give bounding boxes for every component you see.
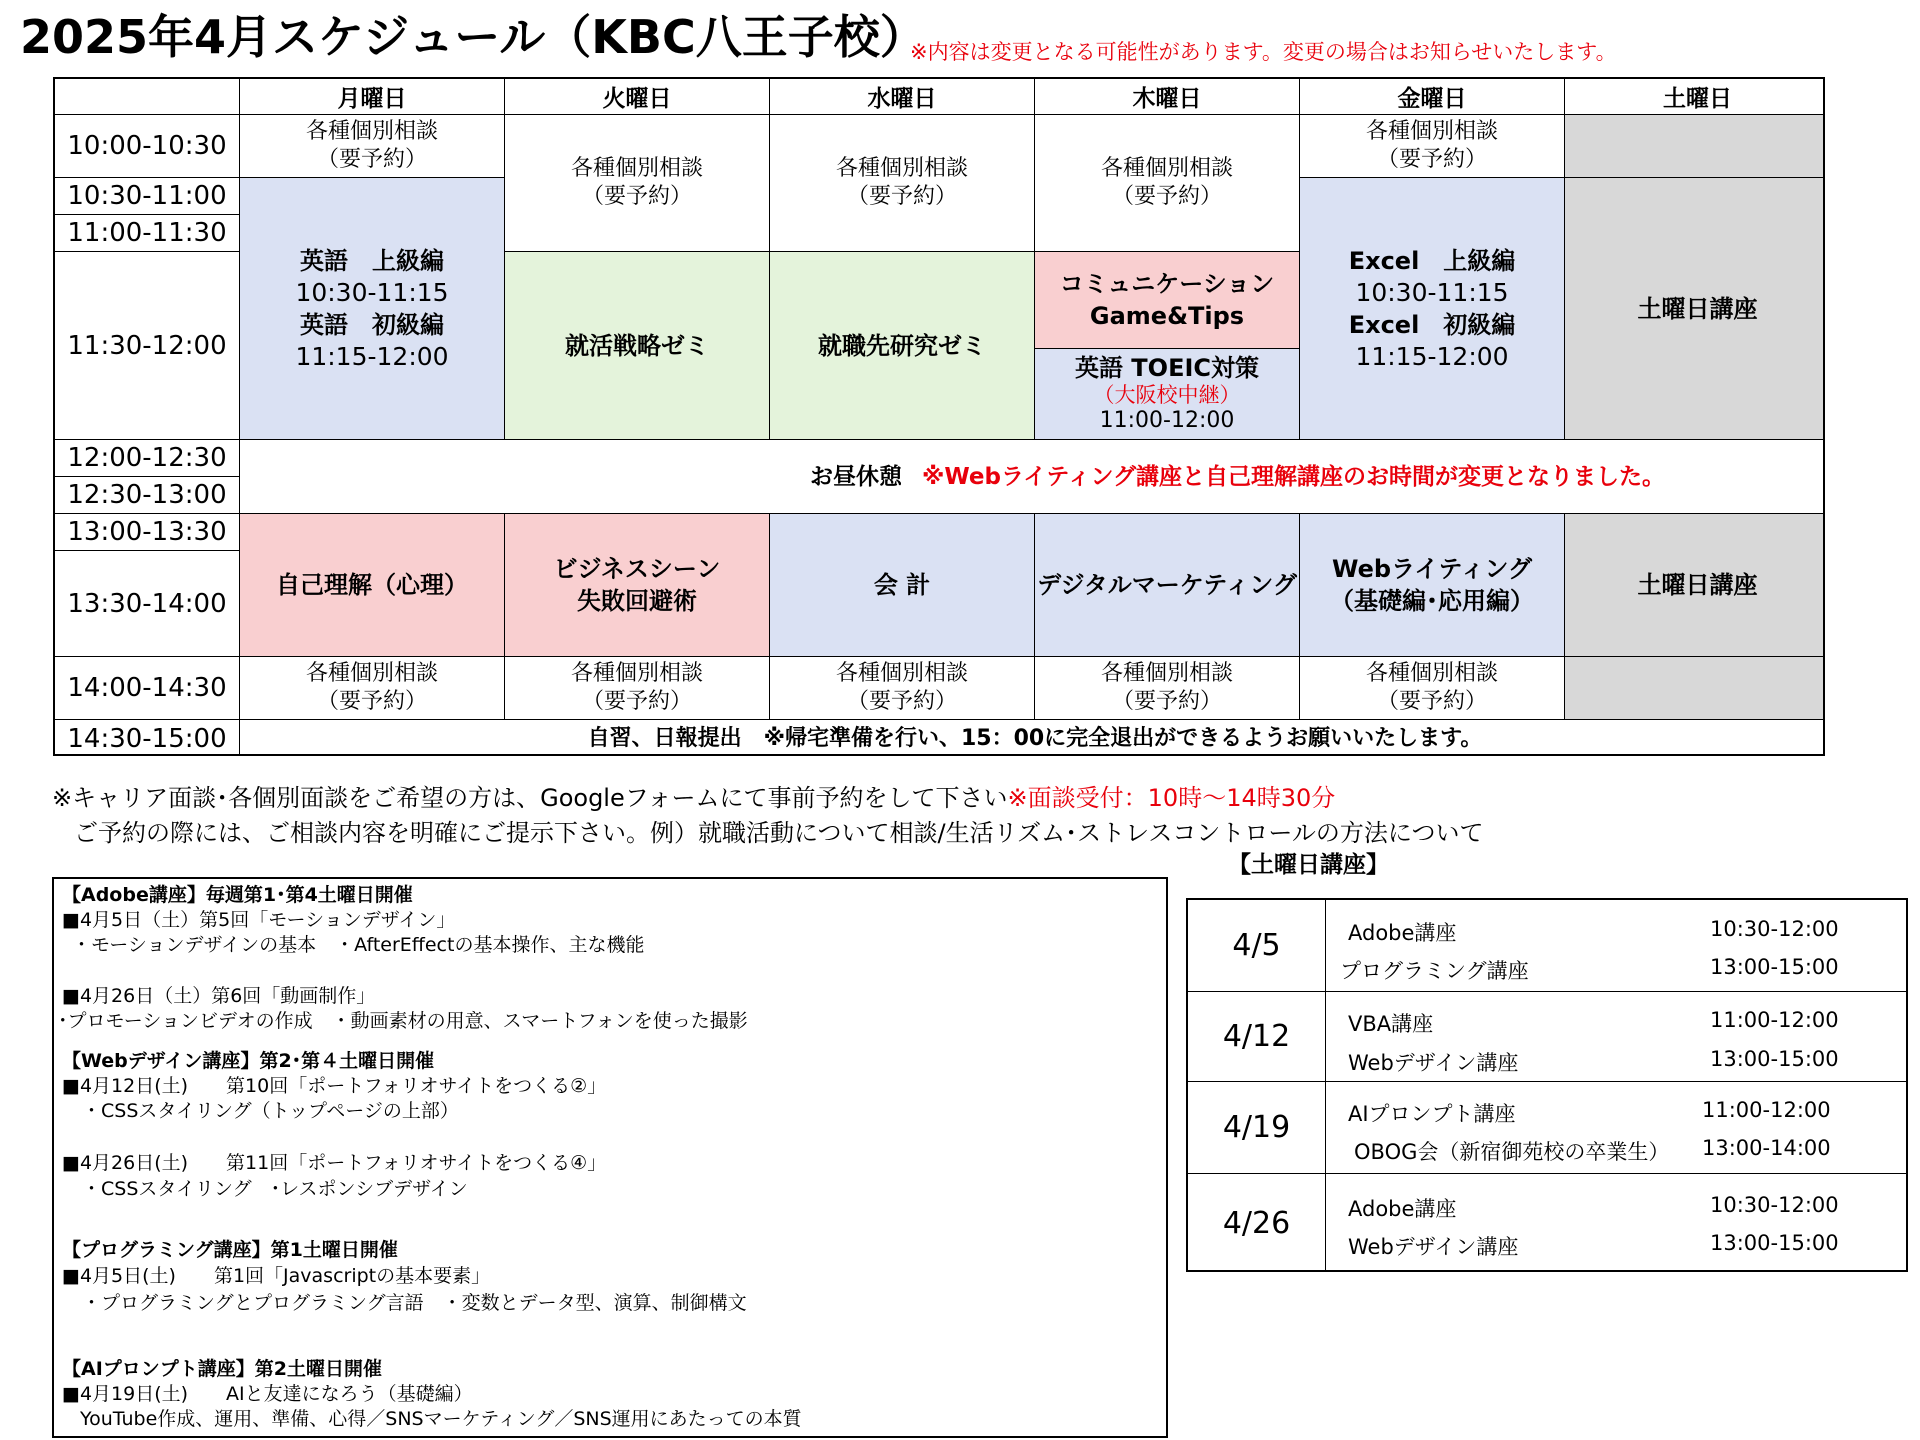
reservation-note-text: ※キャリア面談･各個別面談をご希望の方は、Googleフォームにて事前予約をして下さい: [52, 784, 1008, 812]
saturday-course-time: 10:30-12:00: [1710, 917, 1839, 941]
consult-reservation: （要予約）: [1376, 147, 1487, 172]
saturday-course-name: Webデザイン講座: [1348, 1235, 1519, 1259]
time-slot: 13:00-13:30: [55, 514, 240, 551]
consult-reservation: （要予約）: [581, 184, 692, 209]
consult-reservation: （要予約）: [846, 689, 957, 714]
course-heading: 【Adobe講座】毎週第1･第4土曜日開催: [62, 884, 413, 906]
saturday-course-time: 11:00-12:00: [1710, 1008, 1839, 1032]
course-heading: 【AIプロンプト講座】第2土曜日開催: [62, 1358, 382, 1380]
self-understanding-label: 自己理解（心理）: [276, 571, 468, 599]
time-slot: 10:30-11:00: [55, 178, 240, 215]
time-slot: 11:30-12:00: [55, 252, 240, 440]
mon-english-cell: [240, 178, 505, 440]
course-line: ■4月26日（土）第6回「動画制作」: [62, 985, 376, 1007]
consult-reservation: （要予約）: [316, 147, 427, 172]
self-study-label: 自習、日報提出 ※帰宅準備を行い、15：00に完全退出ができるようお願いいたします。: [587, 726, 1483, 751]
reception-hours: ※面談受付：10時～14時30分: [1007, 784, 1336, 812]
sat-lecture-cell: [1565, 178, 1825, 440]
consult-reservation: （要予約）: [1111, 689, 1222, 714]
mon-self-understanding-cell: [240, 514, 505, 657]
consult-cell: [770, 115, 1035, 252]
game-tips-label: Game&Tips: [1089, 302, 1245, 330]
saturday-table: [1186, 898, 1908, 1272]
saturday-course-time: 10:30-12:00: [1710, 1193, 1839, 1217]
consult-label: 各種個別相談: [305, 661, 438, 686]
fri-web-writing-cell: [1300, 514, 1565, 657]
time-slot: 14:30-15:00: [55, 720, 240, 756]
course-line: ・CSSスタイリング ･レスポンシブデザイン: [82, 1178, 468, 1200]
consult-label: 各種個別相談: [835, 661, 968, 686]
saturday-row: [1188, 992, 1906, 1082]
consult-cell: [1300, 115, 1565, 178]
course-line: ・モーションデザインの基本 ・AfterEffectの基本操作、主な機能: [72, 934, 645, 956]
time-slot: 14:00-14:30: [55, 657, 240, 720]
saturday-date: 4/5: [1188, 900, 1326, 991]
saturday-course-name: VBA講座: [1348, 1012, 1434, 1036]
company-research-label: 就職先研究ゼミ: [818, 331, 986, 360]
day-header-wed: 水曜日: [770, 79, 1035, 115]
thu-communication-cell: [1035, 252, 1300, 349]
course-line: ■4月12日(土) 第10回「ポートフォリオサイトをつくる②」: [62, 1075, 607, 1097]
failure-avoidance-label: 失敗回避術: [577, 587, 697, 615]
excel-advanced-label: Excel 上級編: [1348, 246, 1516, 275]
course-heading: 【Webデザイン講座】第2･第４土曜日開催: [62, 1050, 435, 1072]
consult-label: 各種個別相談: [1100, 156, 1233, 181]
self-study-row: [240, 720, 1825, 756]
consult-cell: [505, 657, 770, 720]
day-header-mon: 月曜日: [240, 79, 505, 115]
consult-label: 各種個別相談: [835, 156, 968, 181]
course-line: ・プログラミングとプログラミング言語 ・変数とデータ型、演算、制御構文: [82, 1292, 747, 1314]
osaka-relay-label: （大阪校中継）: [1093, 383, 1241, 407]
time-slot: 11:00-11:30: [55, 215, 240, 252]
sat-lecture-label: 土曜日講座: [1637, 571, 1758, 599]
web-writing-level-label: （基礎編･応用編）: [1330, 587, 1534, 615]
saturday-course-time: 13:00-14:00: [1702, 1136, 1831, 1160]
day-header-tue: 火曜日: [505, 79, 770, 115]
excel-beginner-time: 11:15-12:00: [1355, 341, 1509, 371]
day-header-sat: 土曜日: [1565, 79, 1825, 115]
accounting-label: 会 計: [873, 571, 931, 599]
consult-label: 各種個別相談: [1365, 119, 1498, 144]
saturday-lecture-title: 【土曜日講座】: [1228, 852, 1389, 878]
course-heading: 【プログラミング講座】第1土曜日開催: [62, 1239, 398, 1261]
schedule-table: [53, 77, 1825, 756]
lunch-change-note: ※Webライティング講座と自己理解講座のお時間が変更となりました。: [922, 463, 1665, 490]
course-details-box: [52, 877, 1168, 1438]
page-title: 2025年4月スケジュール（KBC八王子校）: [20, 10, 926, 64]
saturday-row: [1188, 1082, 1906, 1174]
tue-job-strategy-cell: [505, 252, 770, 440]
consult-reservation: （要予約）: [316, 689, 427, 714]
tue-business-scene-cell: [505, 514, 770, 657]
excel-beginner-label: Excel 初級編: [1348, 310, 1516, 339]
job-strategy-label: 就活戦略ゼミ: [565, 331, 709, 360]
consult-cell: [240, 657, 505, 720]
saturday-course-name: Adobe講座: [1348, 921, 1457, 945]
saturday-course-time: 11:00-12:00: [1702, 1098, 1831, 1122]
time-slot: 12:30-13:00: [55, 477, 240, 514]
sat-empty-cell: [1565, 657, 1825, 720]
consult-label: 各種個別相談: [1365, 661, 1498, 686]
english-advanced-label: 英語 上級編: [300, 246, 444, 275]
course-line: ■4月19日(土) AIと友達になろう（基礎編）: [62, 1383, 473, 1405]
saturday-row: [1188, 1174, 1906, 1272]
course-line: ■4月26日(土) 第11回「ポートフォリオサイトをつくる④」: [62, 1152, 607, 1174]
wed-company-research-cell: [770, 252, 1035, 440]
course-line: ■4月5日(土) 第1回「Javascriptの基本要素」: [62, 1265, 491, 1287]
communication-label: コミュニケーション: [1059, 270, 1275, 298]
consult-label: 各種個別相談: [570, 156, 703, 181]
saturday-row: [1188, 900, 1906, 992]
thu-toeic-cell: [1035, 349, 1300, 440]
course-line: ・CSSスタイリング（トップページの上部）: [82, 1100, 459, 1122]
saturday-date: 4/19: [1188, 1082, 1326, 1173]
course-line: YouTube作成、運用、準備、心得／SNSマーケティング／SNS運用にあたっての本質: [80, 1408, 802, 1430]
web-writing-label: Webライティング: [1332, 555, 1532, 583]
saturday-course-time: 13:00-15:00: [1710, 1231, 1839, 1255]
consult-cell: [770, 657, 1035, 720]
consult-reservation: （要予約）: [581, 689, 692, 714]
saturday-course-name: AIプロンプト講座: [1348, 1102, 1516, 1126]
consult-content-note: ご予約の際には、ご相談内容を明確にご提示下さい。例）就職活動について相談/生活リズム･ストレスコントロールの方法について: [74, 819, 1484, 847]
fri-excel-cell: [1300, 178, 1565, 440]
day-header-thu: 木曜日: [1035, 79, 1300, 115]
day-header-fri: 金曜日: [1300, 79, 1565, 115]
excel-advanced-time: 10:30-11:15: [1355, 277, 1509, 307]
consult-reservation: （要予約）: [846, 184, 957, 209]
sat-lecture-label: 土曜日講座: [1637, 294, 1758, 323]
reservation-note: [52, 778, 1335, 813]
consult-label: 各種個別相談: [1100, 661, 1233, 686]
sat-empty-cell: [1565, 115, 1825, 178]
lunch-label: お昼休憩: [810, 463, 902, 490]
toeic-time: 11:00-12:00: [1099, 408, 1235, 433]
thu-digital-marketing-cell: [1035, 514, 1300, 657]
consult-cell: [240, 115, 505, 178]
consult-cell: [505, 115, 770, 252]
consult-cell: [1035, 657, 1300, 720]
time-slot: 10:00-10:30: [55, 115, 240, 178]
saturday-course-time: 13:00-15:00: [1710, 955, 1839, 979]
consult-cell: [1035, 115, 1300, 252]
consult-cell: [1300, 657, 1565, 720]
course-line: ･プロモーションビデオの作成 ・動画素材の用意、スマートフォンを使った撮影: [58, 1010, 748, 1032]
english-advanced-time: 10:30-11:15: [295, 277, 449, 307]
saturday-course-time: 13:00-15:00: [1710, 1047, 1839, 1071]
consult-reservation: （要予約）: [1376, 689, 1487, 714]
saturday-course-name: OBOG会（新宿御苑校の卒業生）: [1354, 1140, 1670, 1164]
time-slot: 12:00-12:30: [55, 440, 240, 477]
wed-accounting-cell: [770, 514, 1035, 657]
english-beginner-time: 11:15-12:00: [295, 341, 449, 371]
course-line: ■4月5日（土）第5回「モーションデザイン」: [62, 909, 456, 931]
digital-marketing-label: デジタルマーケティング: [1037, 571, 1297, 599]
time-slot: 13:30-14:00: [55, 551, 240, 657]
saturday-date: 4/26: [1188, 1174, 1326, 1272]
sat-afternoon-lecture-cell: [1565, 514, 1825, 657]
saturday-course-name: Webデザイン講座: [1348, 1051, 1519, 1075]
saturday-course-name: Adobe講座: [1348, 1197, 1457, 1221]
consult-label: 各種個別相談: [305, 119, 438, 144]
lunch-row: [240, 440, 1825, 514]
header-corner: [55, 79, 240, 115]
saturday-course-name: プログラミング講座: [1340, 959, 1529, 983]
consult-reservation: （要予約）: [1111, 184, 1222, 209]
business-scene-label: ビジネスシーン: [553, 555, 721, 583]
toeic-label: 英語 TOEIC対策: [1074, 354, 1260, 382]
saturday-date: 4/12: [1188, 992, 1326, 1081]
change-notice: ※内容は変更となる可能性があります。変更の場合はお知らせいたします。: [910, 40, 1617, 64]
english-beginner-label: 英語 初級編: [300, 310, 444, 339]
consult-label: 各種個別相談: [570, 661, 703, 686]
